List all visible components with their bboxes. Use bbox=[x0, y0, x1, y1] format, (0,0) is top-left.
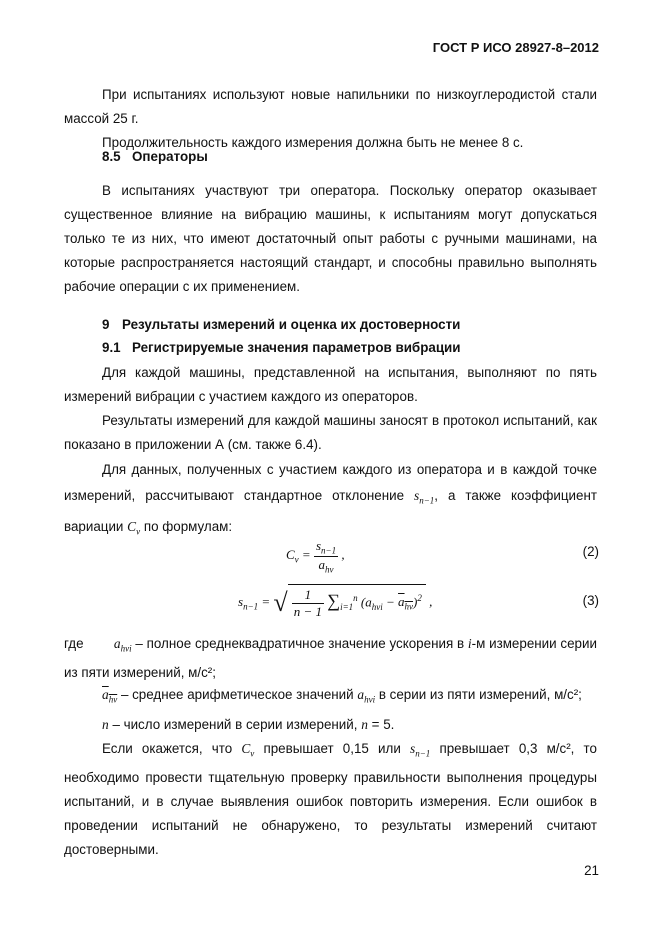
heading-9 bbox=[102, 317, 460, 332]
heading-9-title: Результаты измерений и оценка их достоверности bbox=[122, 317, 461, 332]
heading-8-5 bbox=[102, 149, 208, 164]
where-mean-text: – среднее арифметическое значений bbox=[120, 687, 354, 702]
s-n-1-symbol-2: $s_{n-1}$ bbox=[409, 741, 431, 759]
heading-8-5-number: 8.5 bbox=[102, 149, 121, 164]
where-ahvi-text: – полное среднеквадратичное значение ускорения в bbox=[135, 636, 465, 651]
std-dev-text: Для данных, полученных с участием каждого из оператора и в каждой точке измерений, рассчитывают стандартное отклонение bbox=[64, 462, 597, 503]
heading-8-5-title: Операторы bbox=[132, 149, 208, 164]
conclusion-text-2: превышает 0,15 или bbox=[263, 741, 401, 756]
where-label: где bbox=[64, 636, 84, 651]
where-n-text: – число измерений в серии измерений, bbox=[112, 717, 358, 732]
equation-2-number: (2) bbox=[582, 544, 599, 559]
cv-symbol-2: $C_v$ bbox=[241, 741, 255, 759]
a-hv-mean-symbol: $a_{hv}$ bbox=[102, 687, 118, 705]
where-n-value: = 5. bbox=[371, 717, 395, 732]
where-ahvi-text-2: -м измерении серии из пяти измерений, м/с²; bbox=[64, 636, 597, 680]
n-symbol: n bbox=[102, 717, 109, 732]
page-number: 21 bbox=[584, 863, 599, 878]
equation-3: $s_{n-1}$ = √ $\frac{1}{n - 1}$ $\sum_{i=1}^n$ $(a_{hvi} - a_{hv})^2$ , bbox=[238, 584, 432, 622]
a-hvi-symbol-2: $a_{hvi}$ bbox=[357, 687, 376, 705]
cv-symbol: $C_v$ bbox=[127, 518, 141, 537]
i-symbol: i bbox=[467, 636, 472, 651]
conclusion-text-1: Если окажется, что bbox=[102, 741, 233, 756]
where-n bbox=[102, 713, 597, 737]
heading-9-1-title: Регистрируемые значения параметров вибрации bbox=[132, 340, 461, 355]
formulas-text: по формулам: bbox=[143, 518, 233, 534]
standard-header: ГОСТ Р ИСО 28927-8–2012 bbox=[432, 40, 599, 55]
heading-9-1-number: 9.1 bbox=[102, 340, 121, 355]
equation-3-number: (3) bbox=[582, 593, 599, 608]
a-hvi-symbol: $a_{hvi}$ bbox=[113, 636, 132, 654]
heading-9-1 bbox=[102, 340, 461, 355]
equation-2: $C_v$ = $\frac{s_{n-1}}{a_{hv}}$ , bbox=[286, 538, 345, 575]
paragraph-conclusion bbox=[64, 737, 597, 862]
n-symbol-2: n bbox=[361, 717, 368, 732]
conclusion-text-3: превышает 0,3 м/с², то необходимо провести тщательную проверку правильности выполнения процедуры испытаний, и в случае выявления ошибок повторить измерения. Если ошибок в проведении испытаний не обнаружено, то результаты измерений считают достоверными. bbox=[64, 741, 597, 857]
heading-9-number: 9 bbox=[102, 317, 110, 332]
where-mean bbox=[102, 683, 597, 712]
where-ahvi bbox=[64, 632, 597, 685]
coef-text: , а также коэффициент вариации bbox=[64, 488, 597, 534]
where-mean-text-2: в серии из пяти измерений, м/с²; bbox=[378, 687, 582, 702]
paragraph-std-deviation bbox=[64, 457, 597, 544]
s-n-1-symbol: $s_{n-1}$ bbox=[413, 488, 435, 506]
paragraph-duration: Продолжительность каждого измерения должна быть не менее 8 с. bbox=[102, 135, 524, 150]
paragraph-operators: В испытаниях участвуют три оператора. Поскольку оператор оказывает существенное влияние на вибрацию машины, к испытаниям могут допускаться только те из них, что имеют достаточный опыт работы с ручными машинами, на которые распространяется настоящий стандарт, и способны правильно выполнять рабочие операции с их применением. bbox=[64, 183, 597, 294]
paragraph-protocol: Результаты измерений для каждой машины заносят в протокол испытаний, как показано в приложении А (см. также 6.4). bbox=[64, 413, 597, 452]
paragraph-measurements: Для каждой машины, представленной на испытания, выполняют по пять измерений вибрации с участием каждого из операторов. bbox=[64, 365, 597, 404]
paragraph-files: При испытаниях используют новые напильники по низкоуглеродистой стали массой 25 г. bbox=[64, 87, 597, 126]
